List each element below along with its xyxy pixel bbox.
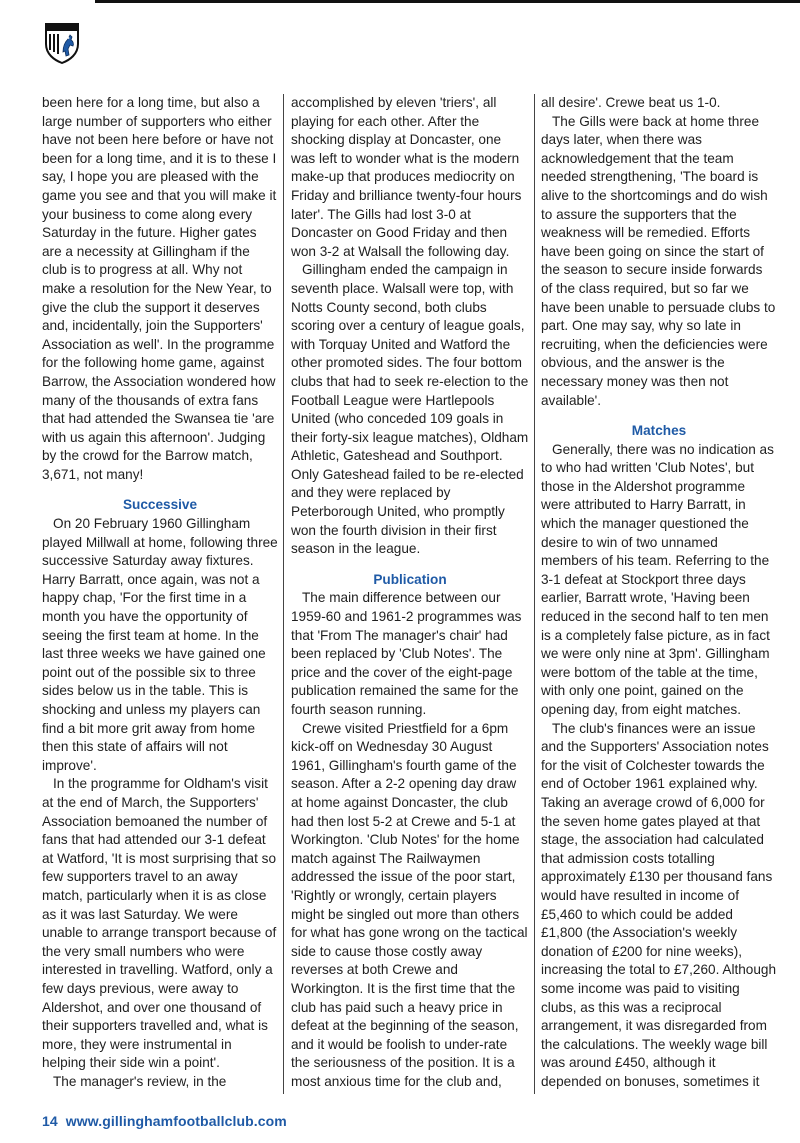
page-footer (42, 1113, 287, 1129)
page-number: 14 (42, 1113, 58, 1129)
paragraph: In the programme for Oldham's visit at the end of March, the Supporters' Association bemoaned the number of fans that had attended our 3-1 defeat at Watford, 'It is most surprising that so few supporters travel to an away match, particularly when it is as close as it was last Saturday. We were unable to arrange transport because of the very small numbers who were interested in travelling. Watford, only a few days previous, were away to Aldershot, and over one thousand of their supporters travelled and, what is more, they were instrumental in helping their side win a point'. (42, 776, 277, 1071)
section-heading: Publication (373, 571, 447, 587)
paragraph: The manager's review, in the (53, 1073, 227, 1089)
paragraph: been here for a long time, but also a large number of supporters who either have not been here before or have not been for a long time, and it is to these I say, I hope you are pleased with the game you see and that you will make it your business to come along every Saturday in the future. Higher gates are a necessity at Gillingham if the club is to progress at all. Why not make a resolution for the New Year, to give the club the support it deserves and, incidentally, join the Supporters' Association as well'. In the programme for the following home game, against Barrow, the Association wondered how many of the thousands of extra fans that had attended the Swansea tie 'are with us again this afternoon'. Judging by the crowd for the Barrow match, 3,671, not many! (42, 95, 277, 482)
club-crest-icon (44, 22, 80, 64)
footer-url-link[interactable]: www.gillinghamfootballclub.com (65, 1113, 287, 1129)
paragraph: Crewe visited Priestfield for a 6pm kick-off on Wednesday 30 August 1961, Gillingham's fourth game of the season. After a 2-2 opening day draw at home against Doncaster, the club had then lost 5-2 at Crewe and 5-1 at Workington. 'Club Notes' for the home match against The Railwaymen addressed the issue of the poor start, 'Rightly or wrongly, certain players might be singled out more than others for what has gone wrong on the tactical side to cause those costly away reverses at both Crewe and Workington. It is the first time that the club has paid such a heavy price in defeat at the beginning of the season, and it would be foolish to under-rate the seriousness of the position. It is a most anxious time for the club and, (291, 720, 528, 1089)
text-column-3 (541, 94, 777, 1094)
section-heading: Successive (122, 497, 198, 513)
column-divider-right (534, 94, 535, 1094)
paragraph: accomplished by eleven 'triers', all playing for each other. After the shocking display at Doncaster, one was left to wonder what is the modern make-up that produces mediocrity on Friday and brilliance twenty-four hours later'. The Gills had lost 3-0 at Doncaster on Good Friday and then won 3-2 at Walsall the following day. (291, 95, 522, 259)
text-column-2 (291, 94, 529, 1094)
top-rule (95, 0, 800, 3)
paragraph: all desire'. Crewe beat us 1-0. (541, 95, 721, 110)
text-column-1 (42, 94, 278, 1094)
paragraph: The club's finances were an issue and the Supporters' Association notes for the visit of Colchester towards the end of October 1961 explained why. Taking an average crowd of 6,000 for the seven home gates played at that stage, the association had calculated that admission costs totalling approximately £130 per thousand fans would have resulted in income of £5,460 to which could be added £1,800 (the Association's weekly donation of £200 for nine weeks), increasing the total to £7,260. Although some income was paid to visiting clubs, as this was a reciprocal arrangement, it was disregarded from the calculations. The weekly wage bill was around £450, although it depended on bonuses, sometimes it (541, 720, 777, 1089)
paragraph: On 20 February 1960 Gillingham played Millwall at home, following three successive Saturday away fixtures. Harry Barratt, once again, was not a happy chap, 'For the first time in a month you have the opportunity of seeing the first team at home. In the last three weeks we have gained one point out of the possible six to three sides below us in the table. This is shocking and unless my players can find a bit more grit away from home then this state of affairs will not improve'. (42, 516, 278, 773)
paragraph: Gillingham ended the campaign in seventh place. Walsall were top, with Notts County second, both clubs scoring over a century of league goals, with Torquay United and Watford the other promoted sides. The four bottom clubs that had to seek re-election to the Football League were Hartlepools United (who conceded 109 goals in their forty-six league matches), Oldham Athletic, Gateshead and Southport. Only Gateshead failed to be re-elected and they were replaced by Peterborough United, who promptly won the fourth division in their first season in the league. (291, 262, 529, 557)
paragraph: The Gills were back at home three days later, when there was acknowledgement that the team needed strengthening, 'The board is alive to the shortcomings and do wish to assure the supporters that the weakness will be remedied. Efforts have been going on since the start of the season to secure inside forwards of the class required, but so far we have been unable to persuade clubs to part. One may say, why so late in recruiting, when the deficiencies were obvious, and the answer is the necessary money was then not available'. (541, 113, 776, 408)
paragraph: Generally, there was no indication as to who had written 'Club Notes', but those in the Aldershot programme were attributed to Harry Barratt, in which the manager questioned the desire to win of two unnamed members of his team. Referring to the 3-1 defeat at Stockport three days earlier, Barratt wrote, 'Having been reduced in the second half to ten men is a completely false picture, as in fact we were only nine at 3pm'. Gillingham were bottom of the table at the time, with only one point, gained on the opening day, from eight matches. (541, 441, 774, 717)
column-divider-left (283, 94, 284, 1094)
section-heading: Matches (631, 423, 687, 439)
paragraph: The main difference between our 1959-60 and 1961-2 programmes was that 'From The manager's chair' had been replaced by 'Club Notes'. The price and the cover of the eight-page publication remained the same for the fourth season running. (291, 590, 522, 717)
